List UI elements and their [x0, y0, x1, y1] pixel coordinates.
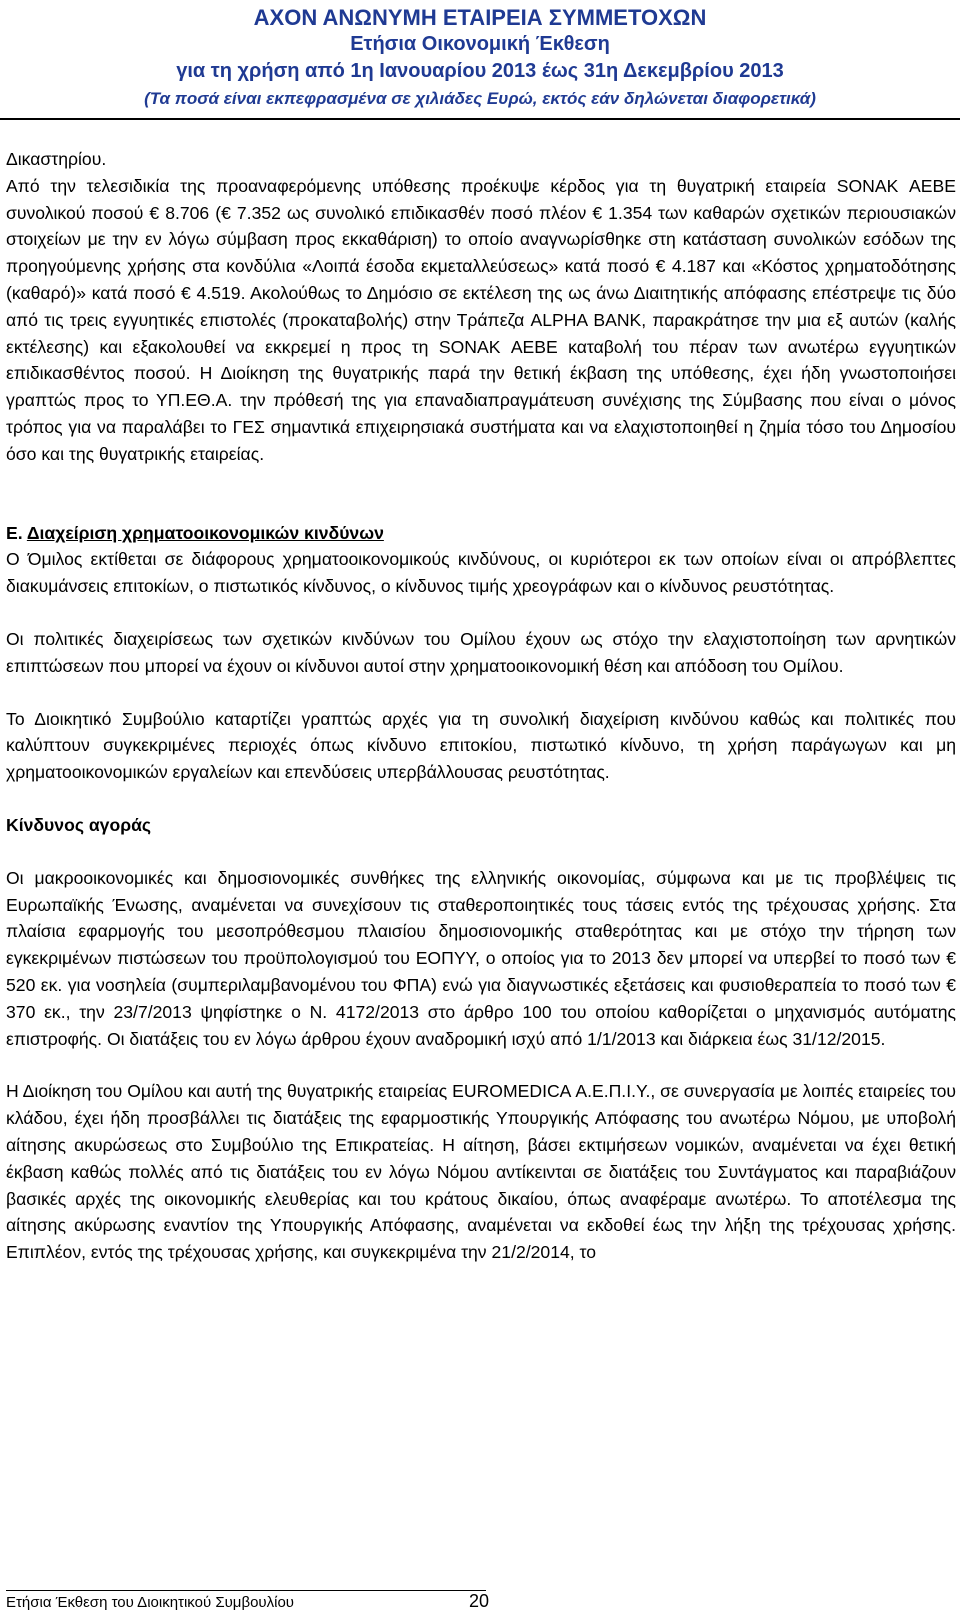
currency-note: (Τα ποσά είναι εκπεφρασμένα σε χιλιάδες Ευρώ, εκτός εάν δηλώνεται διαφορετικά) [144, 89, 816, 108]
company-name: ΑΧΟΝ ΑΝΩΝΥΜΗ ΕΤΑΙΡΕΙΑ ΣΥΜΜΕΤΟΧΩΝ [253, 5, 707, 30]
paragraph-5: Το Διοικητικό Συμβούλιο καταρτίζει γραπτώς αρχές για τη συνολική διαχείριση κινδύνου καθώς και πολιτικές που καλύπτουν συγκεκριμένες περιοχές όπως κίνδυνο επιτοκίου, πιστωτικό κίνδυνο, τη χρήση παράγωγων και μη χρηματοοικονομικών εργαλείων και επενδύσεις υπερβάλλουσας ρευστότητας. [6, 708, 956, 783]
section-prefix: Ε. [6, 522, 23, 543]
footer-text: Ετήσια Έκθεση του Διοικητικού Συμβουλίου [6, 1594, 295, 1611]
paragraph-1: Δικαστηρίου. [6, 149, 107, 169]
section-title: Διαχείριση χρηματοοικονομικών κινδύνων [26, 522, 384, 543]
paragraph-3: Ο Όμιλος εκτίθεται σε διάφορους χρηματοοικονομικούς κινδύνους, οι κυριότεροι εκ των οποίων είναι οι απρόβλεπτες διακυμάνσεις επιτοκίων, ο πιστωτικός κίνδυνος, ο κίνδυνος τιμής χρεογράφων και ο κίνδυνος ρευστότητας. [6, 549, 956, 597]
section-heading [6, 520, 956, 547]
document-body [6, 146, 956, 1266]
report-title: Ετήσια Οικονομική Έκθεση [350, 33, 610, 55]
report-period: για τη χρήση από 1η Ιανουαρίου 2013 έως 31η Δεκεμβρίου 2013 [176, 60, 784, 82]
paragraph-4: Οι πολιτικές διαχειρίσεως των σχετικών κινδύνων του Ομίλου έχουν ως στόχο την ελαχιστοποίηση των αρνητικών επιπτώσεων που μπορεί να έχουν οι κίνδυνοι αυτοί στην χρηματοοικονομική θέση και απόδοση του Ομίλου. [6, 628, 956, 676]
paragraph-2: Από την τελεσιδικία της προαναφερόμενης υπόθεσης προέκυψε κέρδος για τη θυγατρική εταιρεία SONAK ΑΕΒΕ συνολικού ποσού € 8.706 (€ 7.352 ως συνολικό επιδικασθέν ποσό πλέον € 1.354 των καθαρών σχετικών περιουσιακών στοιχείων με την εν λόγω σύμβαση προς εκκαθάριση) το οποίο αναγνωρίσθηκε στη κατάσταση συνολικών εσόδων της προηγούμενης χρήσης στα κονδύλια «Λοιπά έσοδα εκμεταλλεύσεως» κατά ποσό € 4.187 και «Κόστος χρηματοδότησης (καθαρό)» κατά ποσό € 4.519. Ακολούθως το Δημόσιο σε εκτέλεση της ως άνω Διαιτητικής απόφασης επέστρεψε τις δύο από τις τρεις εγγυητικές επιστολές (προκαταβολής) στην Τράπεζα ALPHA BANK, παρακράτησε την μια εξ αυτών (καλής εκτέλεσης) και εξακολουθεί να εκκρεμεί η προς τη SONAK ΑΕΒΕ καταβολή του πέραν των ανωτέρω εγγυητικών επιδικασθέντος ποσού. Η Διοίκηση της θυγατρικής παρά την θετική έκβαση της υπόθεσης, έχει ήδη γνωστοποιήσει γραπτώς προς το ΥΠ.ΕΘ.Α. την πρόθεσή της για επαναδιαπραγμάτευση συνέχισης της Σύμβασης που είναι ο μόνος τρόπος για να παραλάβει το ΓΕΣ σημαντικά επιχειρησιακά συστήματα και να ελαχιστοποιηθεί η ζημία τόσο του Δημοσίου όσο και της θυγατρικής εταιρείας. [6, 175, 956, 464]
subheading-market-risk: Κίνδυνος αγοράς [6, 814, 152, 835]
footer-divider [6, 1590, 486, 1591]
paragraph-6: Οι μακροοικονομικές και δημοσιονομικές συνθήκες της ελληνικής οικονομίας, σύμφωνα και με τις προβλέψεις τις Ευρωπαϊκής Ένωσης, αναμένεται να συνεχίσουν τις σταθεροποιητικές τους τάσεις εντός της τρέχουσας χρήσης. Στα πλαίσια εφαρμογής του μεσοπρόθεσμου πλαισίου δημοσιονομικής σταθερότητας και με στόχο την τήρηση των εγκεκριμένων πιστώσεων του προϋπολογισμού του ΕΟΠΥΥ, ο οποίος για το 2013 δεν μπορεί να υπερβεί το ποσό των € 520 εκ. για νοσηλεία (συμπεριλαμβανομένου του ΦΠΑ) ενώ για διαγνωστικές εξετάσεις και φυσιοθεραπεία το ποσό των € 370 εκ., την 23/7/2013 ψηφίστηκε ο Ν. 4172/2013 στο άρθρο 100 του οποίου καθορίζεται ο μηχανισμός αυτόματης επιστροφής. Οι διατάξεις του εν λόγω άρθρου έχουν αναδρομική ισχύ από 1/1/2013 και διάρκεια έως 31/12/2015. [6, 867, 956, 1049]
page-header [0, 4, 960, 112]
paragraph-7: Η Διοίκηση του Ομίλου και αυτή της θυγατρικής εταιρείας EUROMEDICA Α.Ε.Π.Ι.Υ., σε συνεργασία με λοιπές εταιρείες του κλάδου, έχει ήδη προσβάλλει τις διατάξεις της εφαρμοστικής Υπουργικής Απόφασης του ανωτέρω Νόμου, με υποβολή αίτησης ακυρώσεως στο Συμβούλιο της Επικρατείας. Η αίτηση, βάσει εκτιμήσεων νομικών, αναμένεται να έχει θετική έκβαση καθώς πολλές από τις διατάξεις του εν λόγω Νόμου αντίκεινται σε διατάξεις του Συντάγματος και παραβιάζουν βασικές αρχές της οικονομικής ελευθερίας και του κράτους δικαίου, όπως αναφέραμε ανωτέρω. Το αποτέλεσμα της αίτησης ακύρωσης εναντίον της Υπουργικής Απόφασης, αναμένεται να εκδοθεί έως την λήξη της τρέχουσας χρήσης. Επιπλέον, εντός της τρέχουσας χρήσης, και συγκεκριμένα την 21/2/2014, το [6, 1081, 956, 1263]
page-number: 20 [469, 1591, 490, 1611]
header-divider [0, 118, 960, 120]
